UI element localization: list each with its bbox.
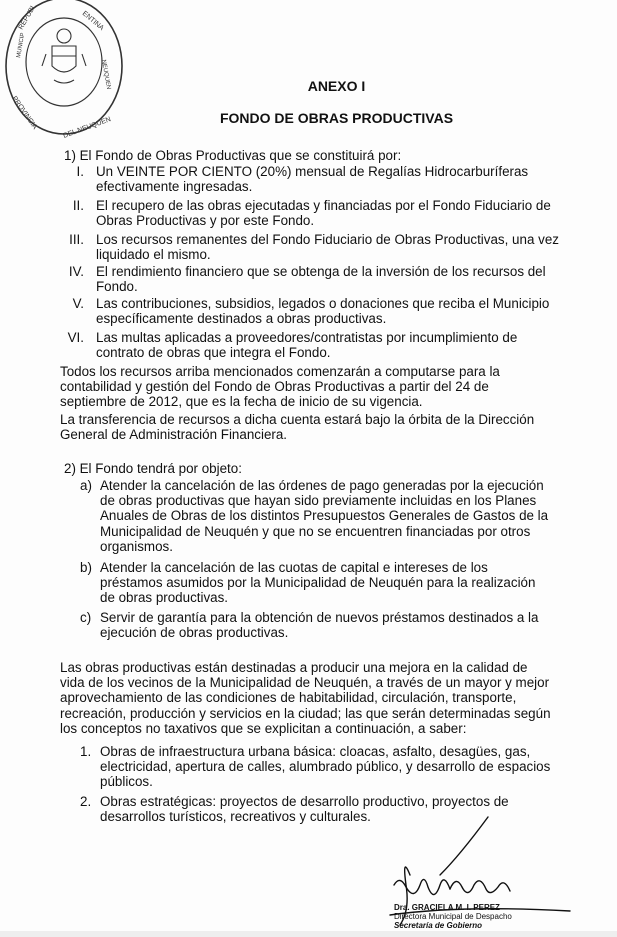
paragraph-line: General de Administración Financiera. <box>60 427 288 443</box>
paragraph-line: septiembre de 2012, que es la fecha de inicio de su vigencia. <box>60 394 423 410</box>
item-number: III. <box>69 232 84 247</box>
item-number: 2. <box>80 794 92 809</box>
item-line: electricidad, apertura de calles, alumbrado público, y desarrollo de espacios <box>100 759 551 775</box>
paragraph-line: los conceptos no taxativos que se explicitan a continuación, a saber: <box>60 720 467 736</box>
list-item <box>100 610 590 640</box>
item-line: Anuales de Obras de los distintos Presupuestos Generales de Gastos de la <box>100 508 549 524</box>
item-line: Fondo. <box>96 279 138 295</box>
paragraph-line: Las obras productivas están destinadas a producir una mejora en la calidad de <box>60 660 528 675</box>
paragraph-line: Todos los recursos arriba mencionados comenzarán a computarse para la <box>60 364 500 379</box>
item-line: de obras productivas. <box>100 590 229 606</box>
annex-heading: ANEXO I <box>307 78 366 94</box>
item-line: Atender la cancelación de las cuotas de capital e intereses de los <box>100 560 488 575</box>
paragraph <box>60 660 590 736</box>
list-item <box>96 264 590 294</box>
item-line: efectivamente ingresadas. <box>96 179 253 195</box>
item-number: IV. <box>68 264 84 279</box>
item-line: desarrollos turísticos, recreativos y culturales. <box>100 809 371 825</box>
item-line: Un VEINTE POR CIENTO (20%) mensual de Regalías Hidrocarburíferas <box>96 164 529 179</box>
list-item <box>100 744 590 790</box>
item-number: VI. <box>67 330 84 345</box>
item-line: Atender la cancelación de las órdenes de pago generadas por la ejecución <box>100 478 544 493</box>
list-item <box>96 232 590 262</box>
item-line: públicos. <box>100 774 153 790</box>
item-line: Obras Productivas y por este Fondo. <box>96 213 315 229</box>
item-line: contrato de obras que integra el Fondo. <box>96 345 331 361</box>
list-item <box>96 330 590 360</box>
section-2-intro: 2) El Fondo tendrá por objeto: <box>64 461 242 476</box>
list-item <box>96 296 590 326</box>
paragraph-line: La transferencia de recursos a dicha cuenta estará bajo la órbita de la Dirección <box>60 412 535 427</box>
svg-text:ENTINA: ENTINA <box>80 10 105 33</box>
paragraph-line: contabilidad y gestión del Fondo de Obras Productivas a partir del 24 de <box>60 379 489 395</box>
item-line: Las contribuciones, subsidios, legados o donaciones que reciba el Municipio <box>96 296 550 311</box>
list-item <box>96 164 590 194</box>
item-line: específicamente destinados a obras productivas. <box>96 311 387 327</box>
paragraph-line: aprovechamiento de las condiciones de habitabilidad, circulación, transporte, <box>60 690 517 706</box>
signatory-name: Dra. GRACIELA M. I. PEREZ <box>394 903 500 912</box>
list-item <box>100 478 590 554</box>
svg-text:MUNICIP: MUNICIP <box>16 32 27 59</box>
item-line: El rendimiento financiero que se obtenga de la inversión de los recursos del <box>96 264 546 279</box>
signatory-office: Secretaría de Gobierno <box>394 921 483 930</box>
paragraph <box>60 364 590 410</box>
item-line: de obras productivas que hayan sido previamente incluidas en los Planes <box>100 493 537 509</box>
paragraph-line: vida de los vecinos de la Municipalidad de Neuquén, a través de un mayor y mejor <box>60 675 550 691</box>
svg-text:DEL NEUQUEN: DEL NEUQUEN <box>62 116 112 140</box>
item-letter: a) <box>80 478 92 493</box>
item-number: 1. <box>80 744 92 759</box>
item-line: Obras estratégicas: proyectos de desarrollo productivo, proyectos de <box>100 794 509 809</box>
fund-title: FONDO DE OBRAS PRODUCTIVAS <box>219 110 454 126</box>
list-item <box>100 560 590 606</box>
item-line: Servir de garantía para la obtención de nuevos préstamos destinados a la <box>100 610 539 625</box>
item-number: I. <box>76 164 84 179</box>
item-line: Obras de infraestructura urbana básica: cloacas, asfalto, desagües, gas, <box>100 744 531 759</box>
svg-text:NEUQUEN: NEUQUEN <box>100 59 112 90</box>
item-line: ejecución de obras productivas. <box>100 625 289 641</box>
list-item <box>96 198 590 228</box>
item-number: V. <box>72 296 84 311</box>
item-line: organismos. <box>100 538 173 554</box>
paragraph <box>60 412 590 442</box>
svg-text:REPUBL: REPUBL <box>17 3 38 32</box>
item-letter: c) <box>80 610 92 625</box>
paragraph-line: recreación, producción y servicios en la ciudad; las que serán determinadas según <box>60 705 551 721</box>
item-line: El recupero de las obras ejecutadas y financiadas por el Fondo Fiduciario de <box>96 198 551 213</box>
item-line: Las multas aplicadas a proveedores/contratistas por incumplimiento de <box>96 330 518 345</box>
item-number: II. <box>72 198 84 213</box>
section-1-intro: 1) El Fondo de Obras Productivas que se constituirá por: <box>64 148 402 163</box>
item-line: liquidado el mismo. <box>96 247 211 263</box>
svg-text:PROVINCIA: PROVINCIA <box>10 95 39 131</box>
signatory-role: Directora Municipal de Despacho <box>394 912 512 921</box>
item-letter: b) <box>80 560 92 575</box>
item-line: Los recursos remanentes del Fondo Fiduciario de Obras Productivas, una vez <box>96 232 559 247</box>
page-bottom-edge <box>0 931 617 937</box>
item-line: préstamos asumidos por la Municipalidad de Neuquén para la realización <box>100 575 536 591</box>
item-line: Municipalidad de Neuquén y que no se encuentren financiadas por otros <box>100 523 531 539</box>
